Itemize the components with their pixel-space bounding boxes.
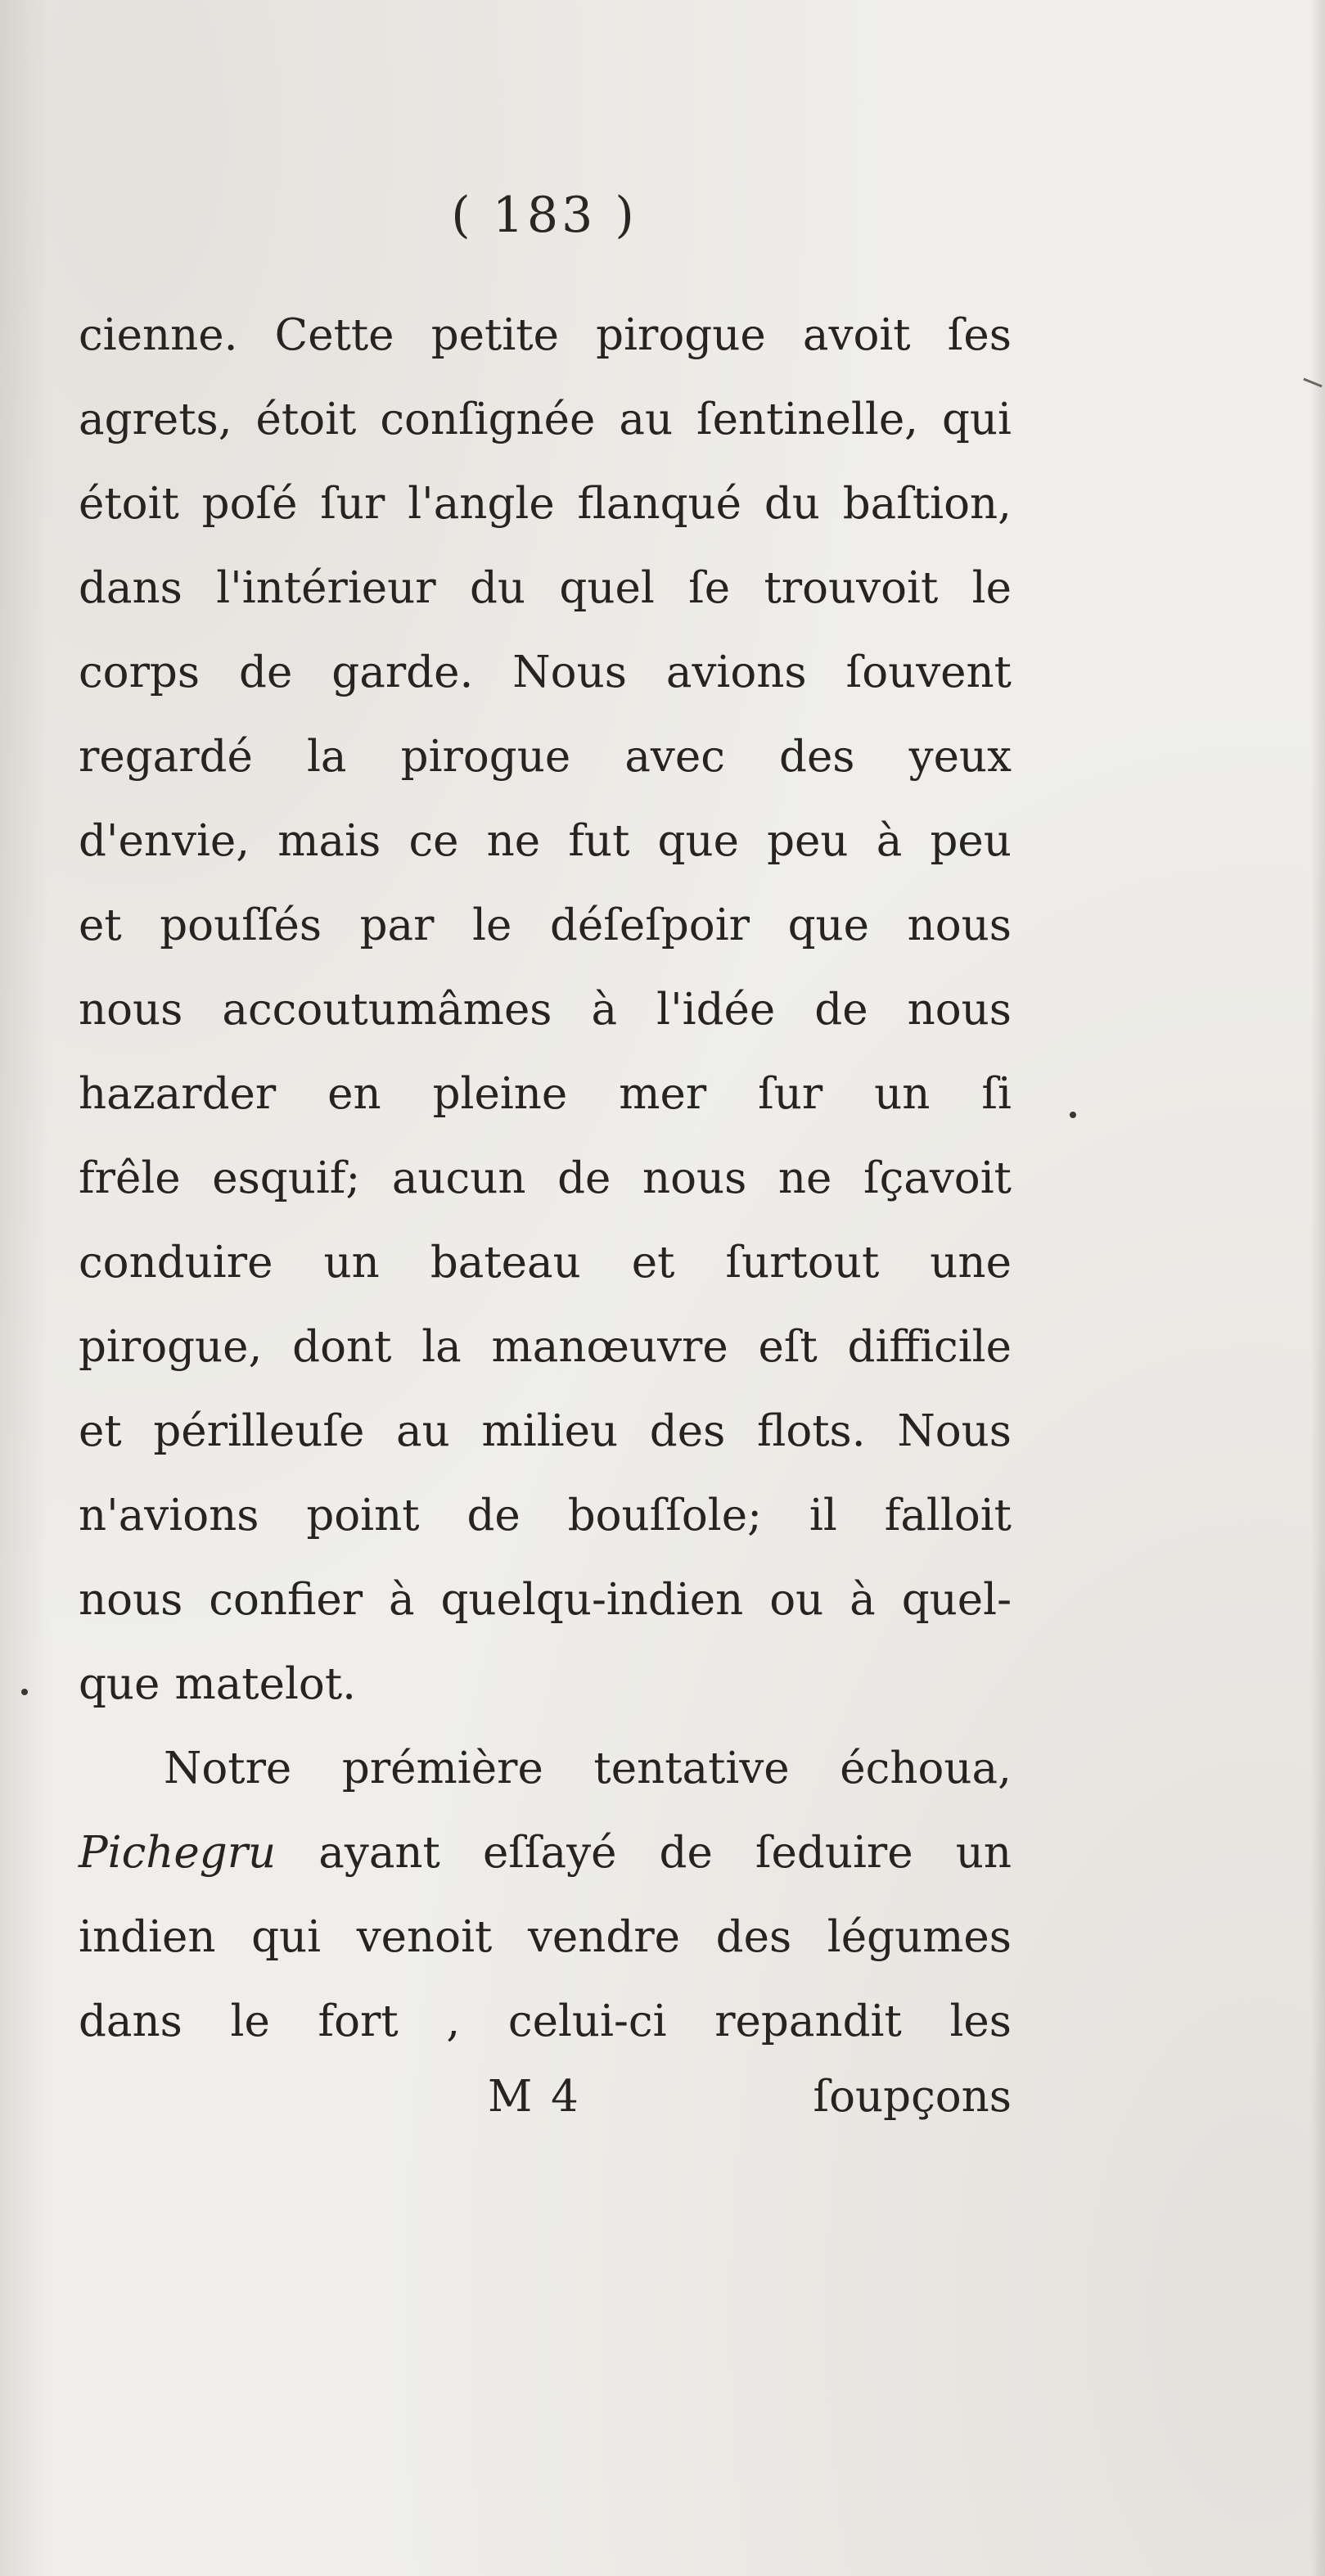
page-edge-shadow xyxy=(1310,0,1325,2576)
word: un xyxy=(323,1238,380,1288)
word: ſouvent xyxy=(845,647,1012,697)
word: de xyxy=(239,647,293,697)
word: nous xyxy=(907,985,1012,1035)
word: mais xyxy=(277,816,381,866)
word: Cette xyxy=(274,310,394,360)
word: que xyxy=(79,1659,160,1709)
word: difficile xyxy=(847,1322,1012,1372)
word: falloit xyxy=(884,1491,1012,1541)
word: et xyxy=(79,1406,122,1456)
word: les xyxy=(949,1996,1012,2046)
word: baſtion, xyxy=(842,479,1012,529)
word: quelqu-indien xyxy=(440,1575,744,1625)
word: que xyxy=(657,816,739,866)
word: le xyxy=(971,563,1012,613)
word: trouvoit xyxy=(764,563,939,613)
text-line xyxy=(79,1811,1012,1895)
word: petite xyxy=(430,310,559,360)
word: légumes xyxy=(827,1912,1012,1962)
word: aucun xyxy=(391,1153,526,1203)
word: ſur xyxy=(758,1069,823,1119)
word: Nous xyxy=(897,1406,1012,1456)
word: et xyxy=(79,900,122,950)
word: ſçavoit xyxy=(863,1153,1012,1203)
word: corps xyxy=(79,647,201,697)
word: peu xyxy=(930,816,1012,866)
signature-mark: M 4 xyxy=(488,2072,581,2122)
word: ſes xyxy=(947,310,1012,360)
word: , xyxy=(446,1996,461,2046)
word: de xyxy=(814,985,868,1035)
text-line xyxy=(79,546,1012,630)
word: mer xyxy=(619,1069,707,1119)
word: Notre xyxy=(164,1744,292,1793)
word: le xyxy=(472,900,512,950)
word: avoit xyxy=(802,310,911,360)
word: au xyxy=(396,1406,450,1456)
word: cienne. xyxy=(79,310,238,360)
text-line xyxy=(79,1726,1012,1811)
word: un xyxy=(874,1069,931,1119)
word: eſſayé xyxy=(482,1828,617,1878)
word: au xyxy=(619,395,674,444)
word: conduire xyxy=(79,1238,273,1288)
word: Nous xyxy=(512,647,627,697)
word: des xyxy=(779,732,855,782)
word: l'intérieur xyxy=(216,563,436,613)
word: nous xyxy=(79,985,183,1035)
word: à xyxy=(388,1575,415,1625)
word: celui-ci xyxy=(507,1996,667,2046)
word: que xyxy=(787,900,869,950)
word: milieu xyxy=(481,1406,619,1456)
text-line xyxy=(79,293,1012,377)
word: qui xyxy=(941,395,1012,444)
word: le xyxy=(230,1996,270,2046)
text-line xyxy=(79,1220,1012,1305)
ink-speck xyxy=(1070,1112,1076,1118)
word: d'envie, xyxy=(79,816,250,866)
text-line xyxy=(79,1473,1012,1558)
word: échoua, xyxy=(840,1744,1012,1793)
word: par xyxy=(359,900,435,950)
text-line xyxy=(79,1136,1012,1220)
text-line xyxy=(79,462,1012,546)
text-line xyxy=(79,1558,1012,1642)
word: de xyxy=(557,1153,611,1203)
catchword: ſoupçons xyxy=(813,2072,1012,2122)
word: quel xyxy=(559,563,655,613)
text-line xyxy=(79,715,1012,799)
word: dans xyxy=(79,563,183,613)
word: ſe xyxy=(688,563,731,613)
word: garde. xyxy=(331,647,474,697)
word: poſé xyxy=(201,479,298,529)
word: hazarder xyxy=(79,1069,277,1119)
word: fut xyxy=(568,816,630,866)
text-line xyxy=(79,1305,1012,1389)
word: confier xyxy=(209,1575,363,1625)
word: eſt xyxy=(758,1322,818,1372)
word: nous xyxy=(907,900,1012,950)
word: qui xyxy=(251,1912,322,1962)
word: tentative xyxy=(593,1744,790,1793)
word: ayant xyxy=(318,1828,440,1878)
word: indien xyxy=(79,1912,216,1962)
word: pleine xyxy=(432,1069,568,1119)
word: flanqué xyxy=(577,479,742,529)
word: ſi xyxy=(981,1069,1012,1119)
word: pirogue xyxy=(596,310,766,360)
word: yeux xyxy=(908,732,1012,782)
word: la xyxy=(421,1322,462,1372)
word: ce xyxy=(408,816,459,866)
text-line xyxy=(79,968,1012,1052)
word: l'idée xyxy=(656,985,776,1035)
word: venoit xyxy=(356,1912,493,1962)
ink-speck xyxy=(21,1689,28,1695)
word: de xyxy=(659,1828,713,1878)
word: matelot. xyxy=(174,1659,356,1709)
word: accoutumâmes xyxy=(222,985,552,1035)
word: point xyxy=(306,1491,420,1541)
word: étoit xyxy=(79,479,179,529)
word: ſentinelle, xyxy=(696,395,919,444)
word: des xyxy=(649,1406,726,1456)
word: du xyxy=(764,479,820,529)
word: nous xyxy=(642,1153,747,1203)
word: peu xyxy=(767,816,849,866)
word: Pichegru xyxy=(79,1828,277,1878)
word: la xyxy=(306,732,347,782)
text-line xyxy=(79,1389,1012,1473)
word: déſeſpoir xyxy=(549,900,750,950)
text-line xyxy=(79,883,1012,968)
word: pirogue, xyxy=(79,1322,263,1372)
word: nous xyxy=(79,1575,183,1625)
word: vendre xyxy=(527,1912,681,1962)
word: flots. xyxy=(757,1406,866,1456)
word: quel- xyxy=(901,1575,1012,1625)
word: frêle xyxy=(79,1153,181,1203)
word: un xyxy=(955,1828,1012,1878)
word: périlleuſe xyxy=(153,1406,365,1456)
word: l'angle xyxy=(408,479,555,529)
text-line xyxy=(79,1979,1012,2064)
text-line xyxy=(79,1895,1012,1979)
word: bouſſole; xyxy=(567,1491,762,1541)
word: dans xyxy=(79,1996,183,2046)
text-line xyxy=(79,799,1012,883)
word: ſeduire xyxy=(755,1828,913,1878)
word: agrets, xyxy=(79,395,232,444)
word: repandit xyxy=(714,1996,902,2046)
word: en xyxy=(327,1069,381,1119)
word: avions xyxy=(665,647,807,697)
word: à xyxy=(876,816,903,866)
word: ne xyxy=(777,1153,832,1203)
word: bateau xyxy=(430,1238,581,1288)
word: avec xyxy=(624,732,725,782)
word: esquif; xyxy=(212,1153,361,1203)
text-line xyxy=(79,1052,1012,1136)
word: de xyxy=(466,1491,521,1541)
word: conſignée xyxy=(380,395,596,444)
page-footer xyxy=(79,2055,1012,2139)
word: et xyxy=(631,1238,675,1288)
word: il xyxy=(809,1491,837,1541)
body-text xyxy=(79,293,1012,2064)
word: ne xyxy=(486,816,541,866)
word: ſur xyxy=(320,479,385,529)
word: dont xyxy=(292,1322,392,1372)
word: n'avions xyxy=(79,1491,259,1541)
text-line xyxy=(79,377,1012,462)
word: à xyxy=(591,985,618,1035)
word: pirogue xyxy=(400,732,571,782)
word: une xyxy=(930,1238,1012,1288)
word: ou xyxy=(769,1575,824,1625)
word: des xyxy=(715,1912,792,1962)
word: prémière xyxy=(341,1744,543,1793)
word: du xyxy=(469,563,526,613)
word: fort xyxy=(318,1996,399,2046)
word: pouſſés xyxy=(160,900,322,950)
word: ſurtout xyxy=(725,1238,880,1288)
word: regardé xyxy=(79,732,253,782)
word: étoit xyxy=(255,395,357,444)
page-number: ( 183 ) xyxy=(451,187,638,244)
word: à xyxy=(850,1575,876,1625)
text-line xyxy=(79,1642,1012,1726)
word: manœuvre xyxy=(491,1322,728,1372)
text-line xyxy=(79,630,1012,715)
